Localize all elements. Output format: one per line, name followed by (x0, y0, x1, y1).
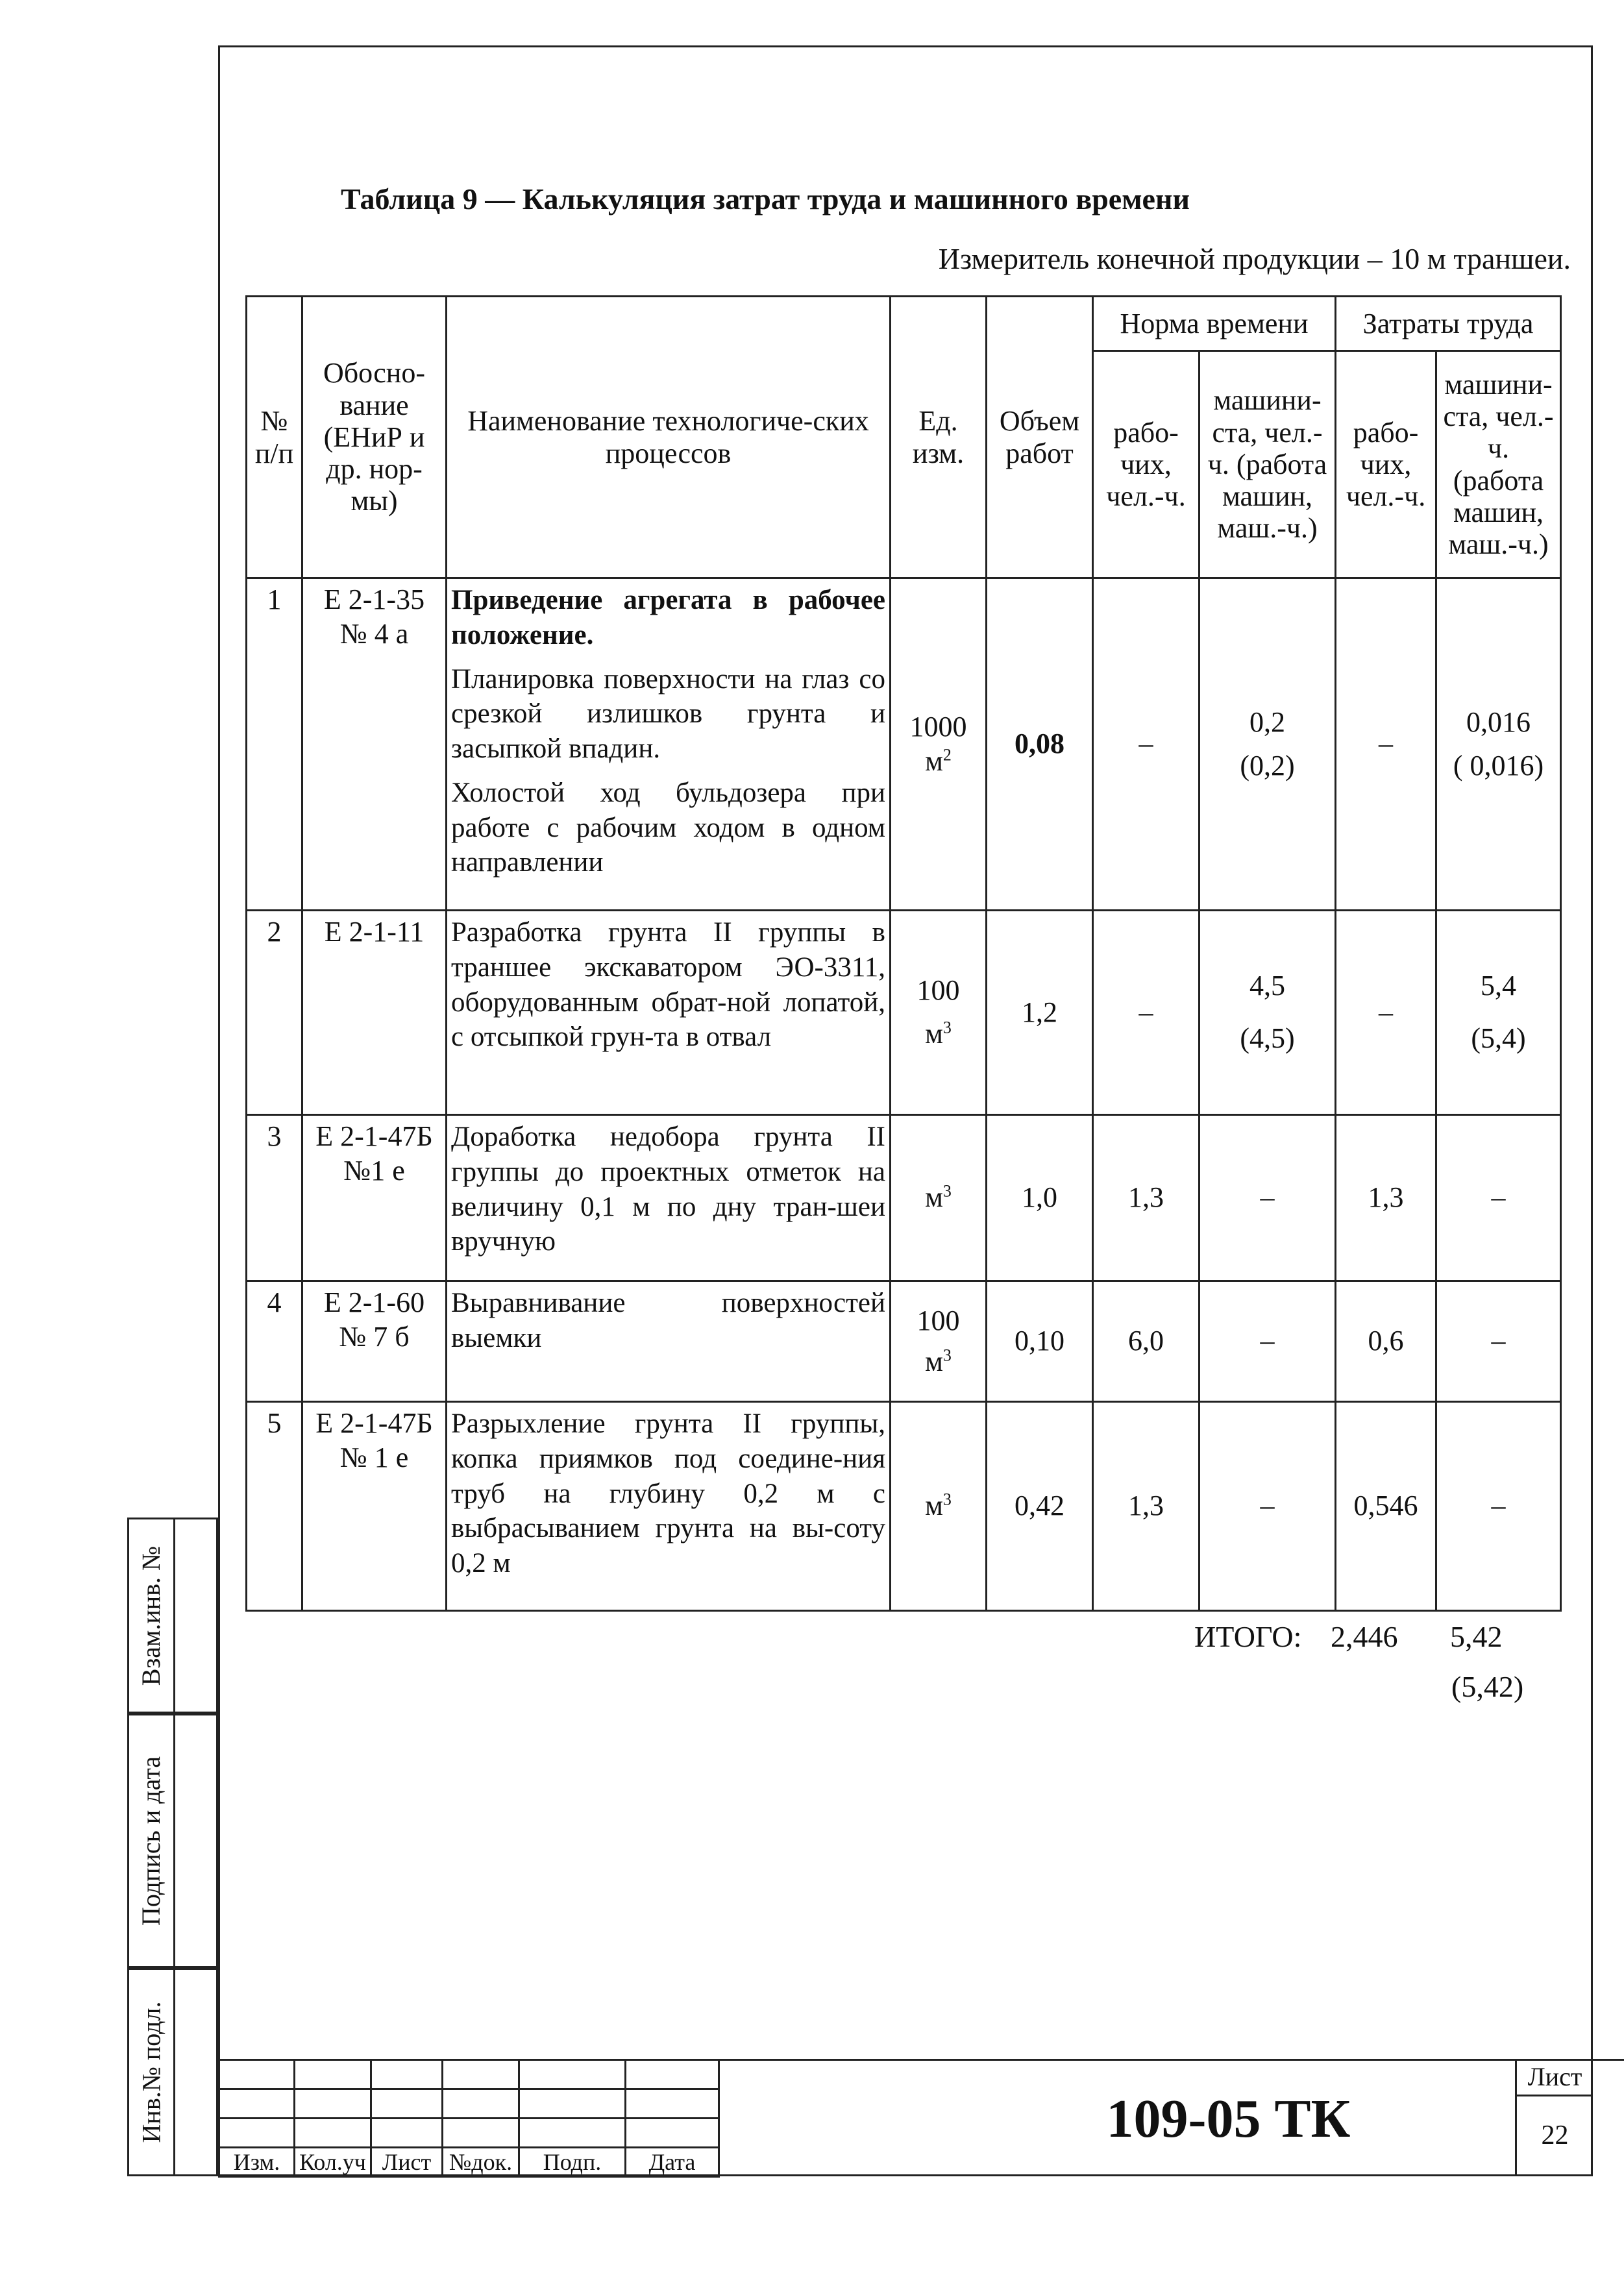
row-process (447, 1115, 891, 1281)
row-unit (891, 1402, 987, 1611)
row-process (447, 911, 891, 1115)
row-norm-workers: – (1093, 911, 1200, 1115)
tb-izm: Изм. (219, 2148, 295, 2177)
header-unit: Ед. изм. (891, 297, 987, 578)
row-num: 2 (247, 911, 302, 1115)
tb-list: Лист (371, 2148, 443, 2177)
row-cost-workers: – (1336, 911, 1436, 1115)
table-title: Таблица 9 — Калькуляция затрат труда и машинного времени (341, 182, 1190, 215)
unit-exponent: 3 (942, 1345, 952, 1364)
table-row (247, 911, 1561, 1115)
value: 0,2 (1249, 706, 1285, 738)
table-row (247, 1281, 1561, 1402)
row-process (447, 578, 891, 911)
header-volume: Объем работ (987, 297, 1093, 578)
row-num: 4 (247, 1281, 302, 1402)
table-row (247, 1402, 1561, 1611)
process-step: Холостой ход бульдозера при работе с рабочим ходом в одном направлении (451, 777, 885, 878)
header-cost-workers: рабо-чих, чел.-ч. (1336, 351, 1436, 578)
row-unit (891, 578, 987, 911)
total-machines: (5,42) (1451, 1670, 1524, 1703)
row-cost-machinists (1436, 911, 1561, 1115)
row-norm-machinists (1200, 578, 1336, 911)
row-cost-workers: – (1336, 578, 1436, 911)
row-basis: Е 2-1-11 (302, 911, 447, 1115)
row-norm-machinists: – (1200, 1115, 1336, 1281)
side-label-podpis: Подпись и дата (136, 1756, 166, 1926)
unit-exponent: 3 (942, 1018, 952, 1037)
row-norm-machinists (1200, 911, 1336, 1115)
unit-symbol: м (925, 1181, 943, 1214)
unit-symbol: м (925, 744, 943, 777)
table-subtitle: Измеритель конечной продукции – 10 м траншеи. (938, 242, 1571, 275)
row-basis: Е 2-1-47Б №1 е (302, 1115, 447, 1281)
value-machines: (5,4) (1471, 1022, 1526, 1054)
row-process (447, 1281, 891, 1402)
row-cost-workers: 1,3 (1336, 1115, 1436, 1281)
row-norm-machinists: – (1200, 1281, 1336, 1402)
unit-symbol: м (925, 1345, 943, 1377)
sheet-number: 22 (1541, 2120, 1569, 2150)
row-cost-machinists: – (1436, 1281, 1561, 1402)
process-step: Планировка поверхности на глаз со срезкой излишков грунта и засыпкой впадин. (451, 663, 885, 764)
total-label: ИТОГО: (1194, 1620, 1302, 1653)
side-stamp-vzam (127, 1518, 218, 1714)
row-volume: 0,10 (987, 1281, 1093, 1402)
unit-base: 100 (917, 974, 960, 1007)
row-cost-machinists: – (1436, 1402, 1561, 1611)
unit-symbol: м (925, 1490, 943, 1522)
process-step: Разработка грунта II группы в траншее экскаватором ЭО-3311, оборудованным обрат-ной лопатой, с отсыпкой грун-та в отвал (451, 917, 885, 1053)
header-num: № п/п (247, 297, 302, 578)
sheet-label: Лист (1517, 2061, 1593, 2096)
side-label-inv: Инв.№ подл. (136, 2001, 166, 2143)
header-basis: Обосно-вание (ЕНиР и др. нор-мы) (302, 297, 447, 578)
row-basis: Е 2-1-35 № 4 а (302, 578, 447, 911)
row-norm-workers: 6,0 (1093, 1281, 1200, 1402)
header-norm-group: Норма времени (1093, 297, 1336, 351)
header-cost-group: Затраты труда (1336, 297, 1561, 351)
row-basis: Е 2-1-47Б № 1 е (302, 1402, 447, 1611)
row-volume: 0,08 (987, 578, 1093, 911)
side-stamp-podpis (127, 1714, 218, 1968)
row-norm-workers: 1,3 (1093, 1402, 1200, 1611)
row-cost-machinists: – (1436, 1115, 1561, 1281)
header-norm-workers: рабо-чих, чел.-ч. (1093, 351, 1200, 578)
row-norm-workers: – (1093, 578, 1200, 911)
row-basis: Е 2-1-60 № 7 б (302, 1281, 447, 1402)
header-norm-machinists: машини-ста, чел.-ч. (работа машин, маш.-ч.) (1200, 351, 1336, 578)
table-row (247, 1115, 1561, 1281)
sheet-box (1515, 2059, 1593, 2176)
row-volume: 1,0 (987, 1115, 1093, 1281)
total-workers: 2,446 (1331, 1620, 1398, 1653)
title-block-grid (218, 2059, 720, 2178)
side-stamp-inv (127, 1968, 218, 2176)
row-num: 3 (247, 1115, 302, 1281)
value-machines: (4,5) (1240, 1022, 1295, 1054)
tb-kol-uch: Кол.уч (295, 2148, 371, 2177)
process-step: Доработка недобора грунта II группы до проектных отметок на величину 0,1 м по дну тран-шеи вручную (451, 1122, 885, 1257)
row-unit (891, 1115, 987, 1281)
row-num: 1 (247, 578, 302, 911)
row-num: 5 (247, 1402, 302, 1611)
value: 5,4 (1481, 970, 1517, 1002)
unit-symbol: м (925, 1018, 943, 1050)
side-label-vzam: Взам.инв. № (136, 1545, 166, 1686)
process-step: Приведение агрегата в рабочее положение. (451, 585, 885, 650)
unit-exponent: 3 (942, 1181, 952, 1201)
row-unit (891, 911, 987, 1115)
unit-base: 100 (917, 1304, 960, 1336)
header-cost-machinists: машини-ста, чел.-ч. (работа машин, маш.-ч.) (1436, 351, 1561, 578)
row-norm-workers: 1,3 (1093, 1115, 1200, 1281)
row-volume: 0,42 (987, 1402, 1093, 1611)
row-unit (891, 1281, 987, 1402)
unit-base: 1000 (909, 710, 967, 743)
value: 4,5 (1249, 970, 1285, 1002)
row-cost-workers: 0,6 (1336, 1281, 1436, 1402)
header-process: Наименование технологиче-ских процессов (447, 297, 891, 578)
process-step: Выравнивание поверхностей выемки (451, 1288, 885, 1353)
row-volume: 1,2 (987, 911, 1093, 1115)
row-norm-machinists: – (1200, 1402, 1336, 1611)
total-machinists: 5,42 (1450, 1620, 1503, 1653)
unit-exponent: 3 (942, 1490, 952, 1509)
tb-podp: Подп. (519, 2148, 626, 2177)
unit-exponent: 2 (942, 744, 952, 764)
value-machines: (0,2) (1240, 749, 1295, 781)
process-step: Разрыхление грунта II группы, копка приямков под соедине-ния труб на глубину 0,2 м с выбрасыванием грунта на вы-соту 0,2 м (451, 1408, 885, 1579)
document-code: 109-05 ТК (718, 2059, 1624, 2176)
row-cost-workers: 0,546 (1336, 1402, 1436, 1611)
row-cost-machinists (1436, 578, 1561, 911)
tb-n-dok: №док. (443, 2148, 519, 2177)
title-block (218, 2059, 1593, 2176)
tb-data: Дата (626, 2148, 719, 2177)
table-row (247, 578, 1561, 911)
value-machines: ( 0,016) (1453, 749, 1544, 781)
value: 0,016 (1466, 706, 1531, 738)
row-process (447, 1402, 891, 1611)
calculation-table (245, 295, 1562, 1612)
